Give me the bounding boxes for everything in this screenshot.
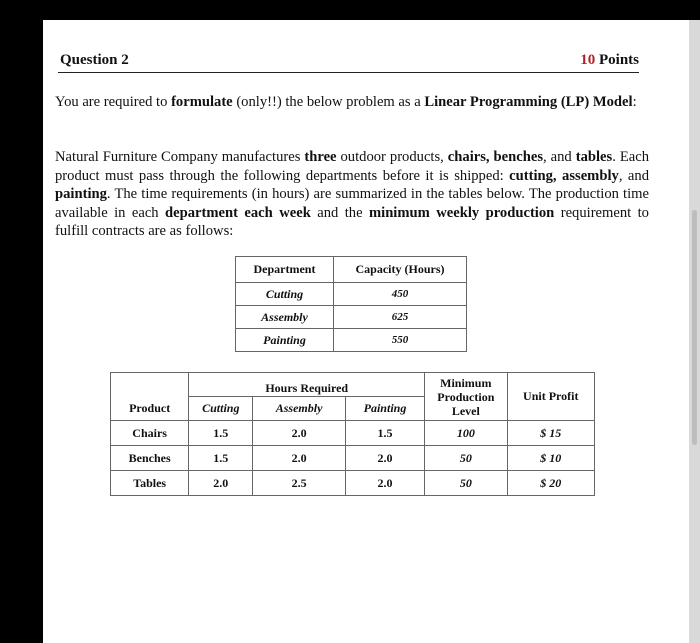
product-name: Benches [111,446,189,471]
product-col-top [111,373,189,397]
question-points [580,52,639,69]
unit-profit: $ 10 [507,446,595,471]
production-table [110,372,595,496]
body-bold: benches [493,149,544,165]
problem-paragraph [55,148,649,241]
body-bold: minimum weekly production [368,204,555,221]
cutting-hours: 1.5 [189,421,253,446]
product-name: Tables [111,471,189,496]
capacity-dept: Cutting [236,283,334,306]
painting-hours: 2.0 [345,446,424,471]
body-bold: assembly [562,167,619,184]
table-row [236,329,467,352]
table-row [111,471,595,496]
table-row [236,283,467,306]
min-production: 50 [425,446,507,471]
body-bold: painting [55,186,107,202]
intro-text: (only!!) the below problem as a [232,94,425,110]
capacity-header-department: Department [236,257,334,283]
capacity-table [235,256,467,352]
assembly-header: Assembly [253,397,346,421]
body-text: , and [543,149,576,165]
capacity-value: 625 [334,306,467,329]
points-number: 10 [580,52,596,68]
table-row [111,446,595,471]
hours-required-header: Hours Required [189,373,425,397]
intro-text: You are required to [55,94,172,110]
question-header [58,50,639,73]
table-row [111,421,595,446]
body-bold: , [552,167,563,184]
min-production: 100 [425,421,507,446]
cutting-header: Cutting [189,397,253,421]
body-bold: three [304,149,337,165]
body-bold: department each week [165,204,311,221]
table-row [236,306,467,329]
intro-lp-model: Linear Programming (LP) Model [424,94,633,110]
painting-hours: 1.5 [345,421,424,446]
capacity-dept: Assembly [236,306,334,329]
document-page [43,20,689,643]
intro-paragraph [55,93,649,112]
body-text: and the [310,204,369,221]
painting-header: Painting [345,397,424,421]
intro-text: : [632,94,637,110]
vertical-scrollbar[interactable] [692,210,697,445]
intro-formulate: formulate [171,94,233,110]
product-name: Chairs [111,421,189,446]
min-production: 50 [425,471,507,496]
unit-profit: $ 15 [507,421,595,446]
assembly-hours: 2.0 [253,421,346,446]
unit-profit-header: Unit Profit [507,373,595,421]
body-text: outdoor products, [336,149,448,165]
capacity-value: 550 [334,329,467,352]
body-text: Natural Furniture Company manufactures [55,149,305,165]
min-production-header: Minimum Production Level [425,373,507,421]
body-bold: , [485,149,494,165]
body-text: , and [618,167,650,184]
capacity-value: 450 [334,283,467,306]
body-text: . The time requirements (in hours) are summarized in the tables below. The production time available in each [55,186,649,221]
capacity-header-capacity: Capacity (Hours) [334,257,467,283]
body-text: requirement to fulfill contracts are as follows: [55,204,649,239]
product-header: Product [111,397,189,421]
body-text: . Each product must pass through the following departments before it is shipped: [55,149,649,184]
capacity-dept: Painting [236,329,334,352]
body-bold: cutting [509,167,553,184]
body-bold: tables [575,149,613,165]
unit-profit: $ 20 [507,471,595,496]
question-title: Question 2 [60,52,129,68]
cutting-hours: 2.0 [189,471,253,496]
points-label: Points [598,52,639,68]
cutting-hours: 1.5 [189,446,253,471]
assembly-hours: 2.0 [253,446,346,471]
assembly-hours: 2.5 [253,471,346,496]
body-bold: chairs [447,149,486,165]
painting-hours: 2.0 [345,471,424,496]
